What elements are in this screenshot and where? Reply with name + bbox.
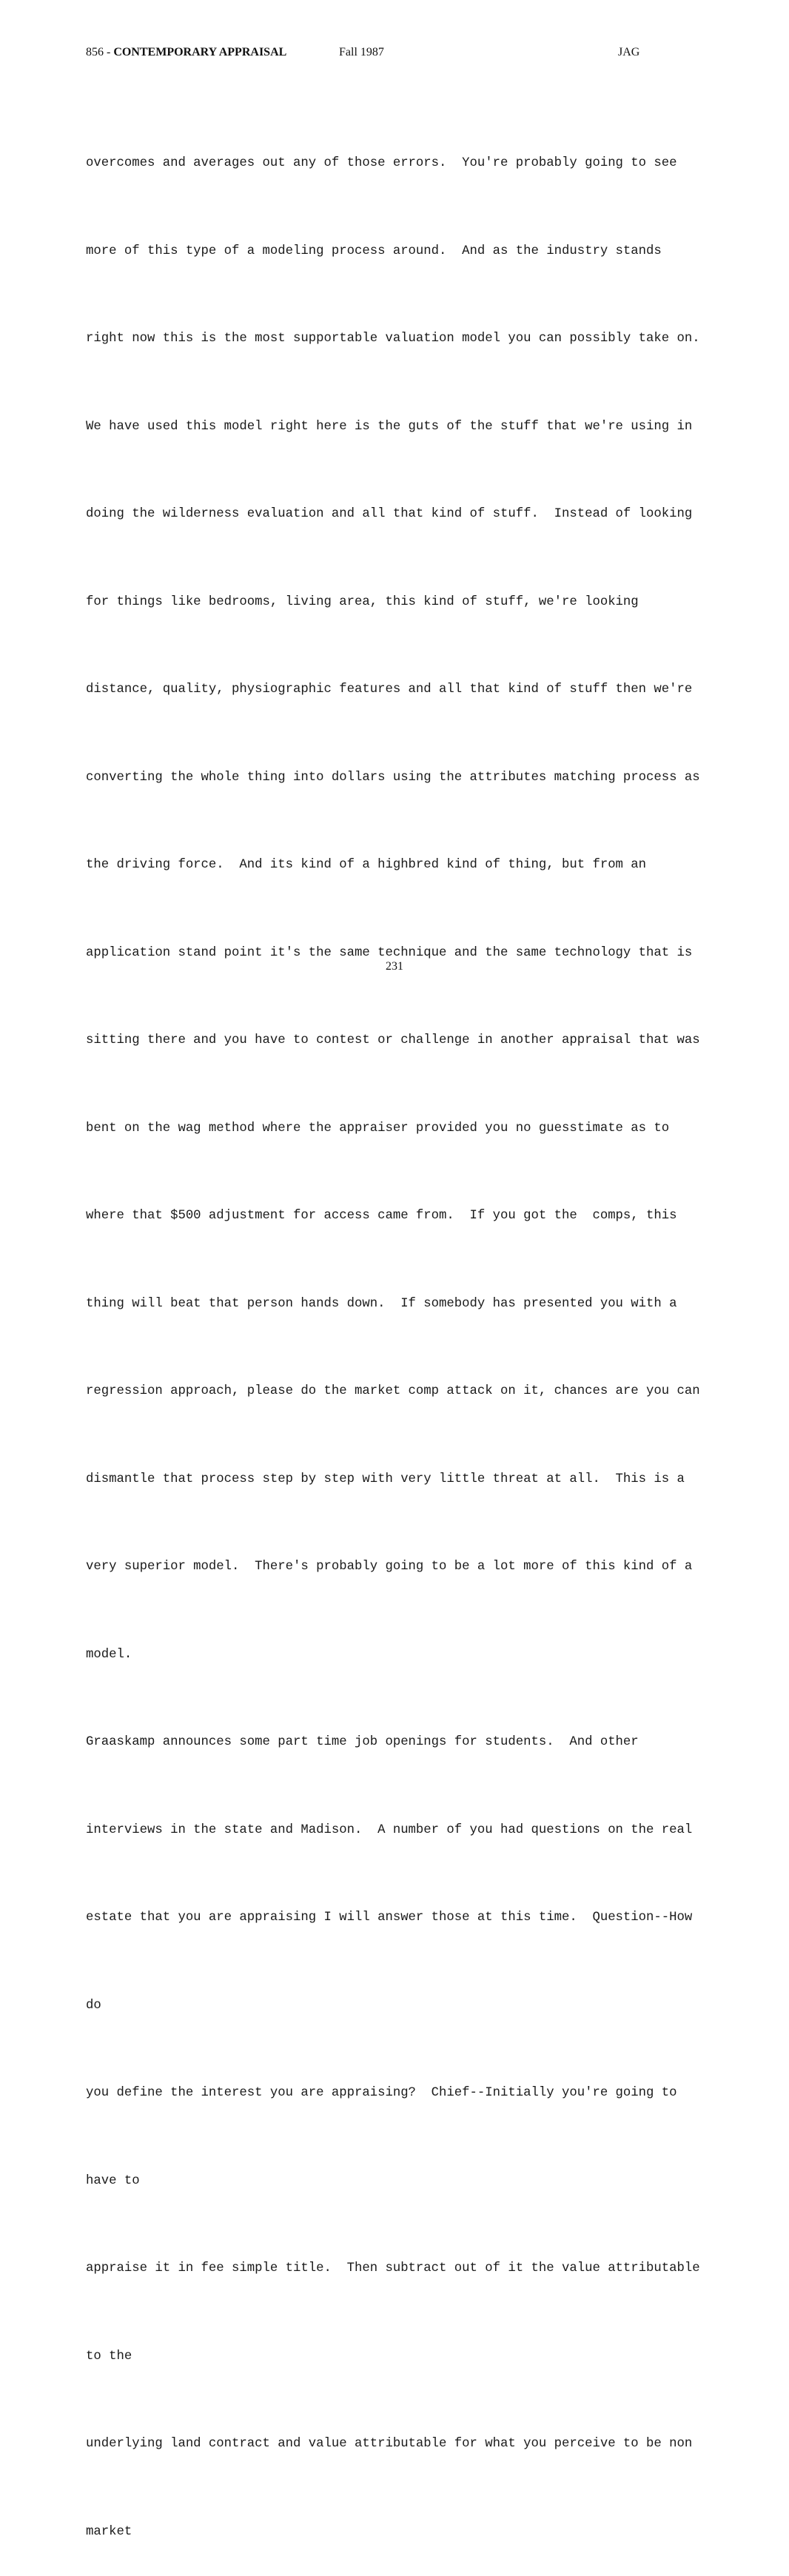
text-line: market (86, 2524, 132, 2539)
text-line: thing will beat that person hands down. If somebody has presented you with a (86, 1296, 677, 1311)
text-line: bent on the wag method where the appraiser provided you no guesstimate as to (86, 1121, 670, 1136)
text-line: do (86, 1998, 101, 2013)
text-line: underlying land contract and value attributable for what you perceive to be non (86, 2437, 693, 2451)
text-line: dismantle that process step by step with very little threat at all. This is a (86, 1472, 685, 1486)
text-line: you define the interest you are appraising? Chief--Initially you're going to (86, 2086, 677, 2100)
text-line: estate that you are appraising I will answer those at this time. Question--How (86, 1911, 693, 1925)
course-title: CONTEMPORARY APPRAISAL (113, 46, 287, 58)
text-line: Graaskamp announces some part time job openings for students. And other (86, 1735, 639, 1749)
text-line: converting the whole thing into dollars using the attributes matching process as (86, 770, 700, 785)
term-label: Fall 1987 (339, 46, 384, 58)
text-line: model. (86, 1647, 132, 1662)
text-line: distance, quality, physiographic features and all that kind of stuff then we're (86, 682, 693, 697)
text-line: very superior model. There's probably going to be a lot more of this kind of a (86, 1560, 693, 1574)
text-line: for things like bedrooms, living area, this kind of stuff, we're looking (86, 594, 639, 609)
text-line: right now this is the most supportable valuation model you can possibly take on. (86, 332, 700, 346)
text-line: where that $500 adjustment for access came from. If you got the comps, this (86, 1209, 677, 1223)
author-initials: JAG (618, 46, 640, 58)
text-line: interviews in the state and Madison. A number of you had questions on the real (86, 1822, 693, 1837)
text-line: the driving force. And its kind of a highbred kind of thing, but from an (86, 858, 647, 872)
text-line: more of this type of a modeling process around. And as the industry stands (86, 244, 662, 258)
course-number: 856 - (86, 46, 114, 58)
text-line: have to (86, 2173, 140, 2188)
transcript-body (86, 90, 737, 2576)
text-line: sitting there and you have to contest or challenge in another appraisal that was (86, 1033, 700, 1047)
page-header (0, 46, 789, 64)
page-number: 231 (386, 960, 403, 973)
text-line: We have used this model right here is the guts of the stuff that we're using in (86, 419, 693, 434)
text-line: application stand point it's the same technique and the same technology that is (86, 945, 693, 960)
text-line: doing the wilderness evaluation and all that kind of stuff. Instead of looking (86, 507, 693, 521)
course-label (86, 46, 286, 59)
text-line: to the (86, 2349, 132, 2364)
text-line: overcomes and averages out any of those errors. You're probably going to see (86, 156, 677, 170)
text-line: regression approach, please do the market comp attack on it, chances are you can (86, 1384, 700, 1398)
text-line: appraise it in fee simple title. Then subtract out of it the value attributable (86, 2261, 700, 2275)
